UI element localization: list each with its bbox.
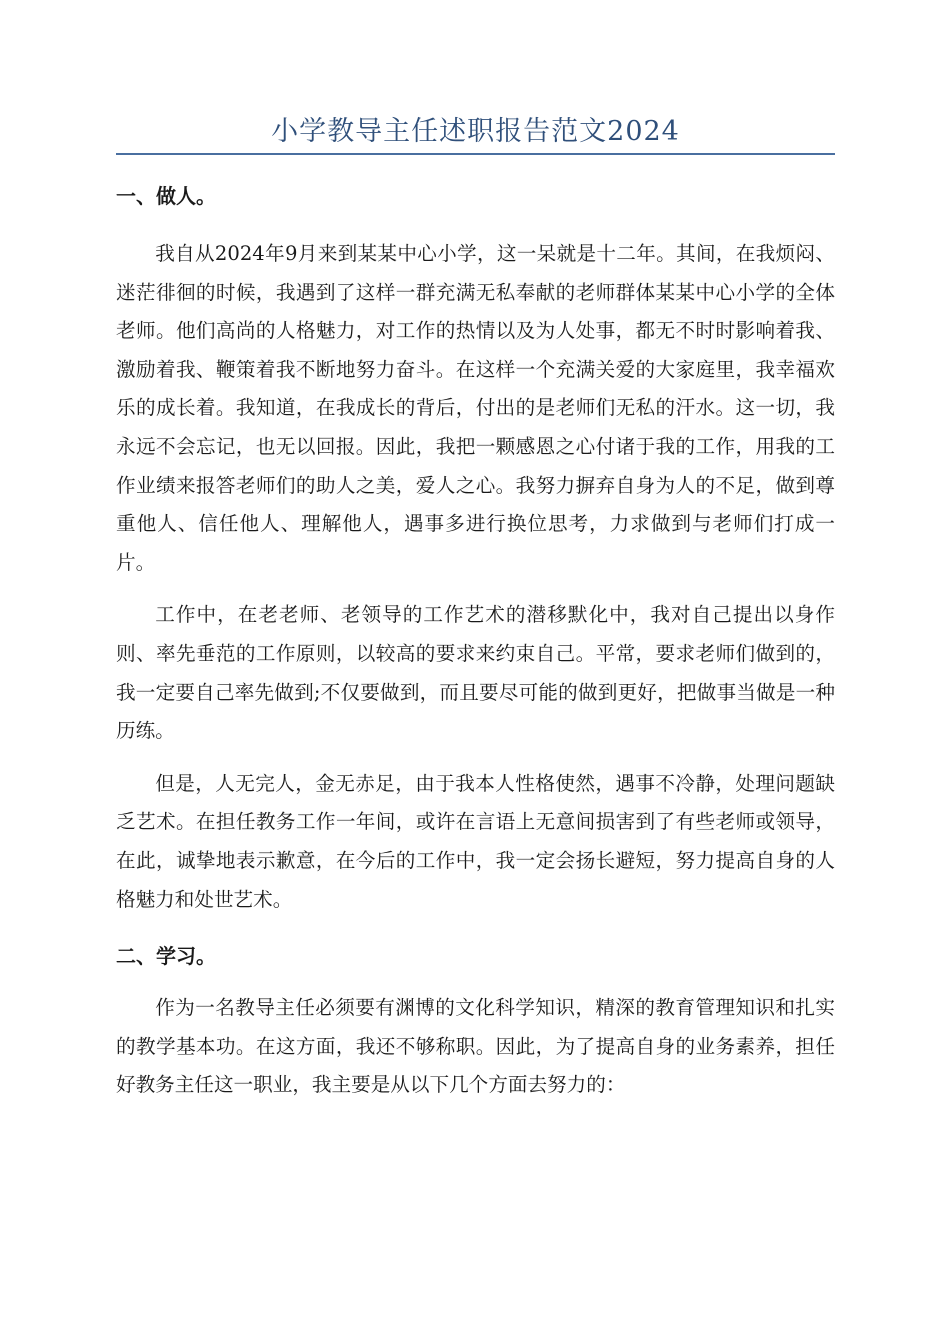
section-heading-2: 二、学习。 <box>116 944 216 969</box>
document-title: 小学教导主任述职报告范文2024 <box>271 116 680 147</box>
section-1-paragraph-3: 但是，人无完人，金无赤足，由于我本人性格使然，遇事不冷静，处理问题缺乏艺术。在担任教务工作一年间，或许在言语上无意间损害到了有些老师或领导，在此，诚挚地表示歉意，在今后的工作中，我一定会扬长避短，努力提高自身的人格魅力和处世艺术。 <box>116 771 835 911</box>
document-page <box>116 112 835 1105</box>
title-underline <box>116 153 835 155</box>
section-1-paragraph-2: 工作中，在老老师、老领导的工作艺术的潜移默化中，我对自己提出以身作则、率先垂范的工作原则，以较高的要求来约束自己。平常，要求老师们做到的，我一定要自己率先做到;不仅要做到，而且要尽可能的做到更好，把做事当做是一种历练。 <box>116 603 835 743</box>
section-1-paragraph-1: 我自从2024年9月来到某某中心小学，这一呆就是十二年。其间，在我烦闷、迷茫徘徊的时候，我遇到了这样一群充满无私奉献的老师群体某某中心小学的全体老师。他们高尚的人格魅力，对工作的热情以及为人处事，都无不时时影响着我、激励着我、鞭策着我不断地努力奋斗。在这样一个充满关爱的大家庭里，我幸福欢乐的成长着。我知道，在我成长的背后，付出的是老师们无私的汗水。这一切，我永远不会忘记，也无以回报。因此，我把一颗感恩之心付诸于我的工作，用我的工作业绩来报答老师们的助人之美，爱人之心。我努力摒弃自身为人的不足，做到尊重他人、信任他人、理解他人，遇事多进行换位思考，力求做到与老师们打成一片。 <box>116 242 835 574</box>
section-2-paragraph-1: 作为一名教导主任必须要有渊博的文化科学知识，精深的教育管理知识和扎实的教学基本功。在这方面，我还不够称职。因此，为了提高自身的业务素养，担任好教务主任这一职业，我主要是从以下几个方面去努力的： <box>116 996 835 1097</box>
section-heading-1: 一、做人。 <box>116 184 216 208</box>
